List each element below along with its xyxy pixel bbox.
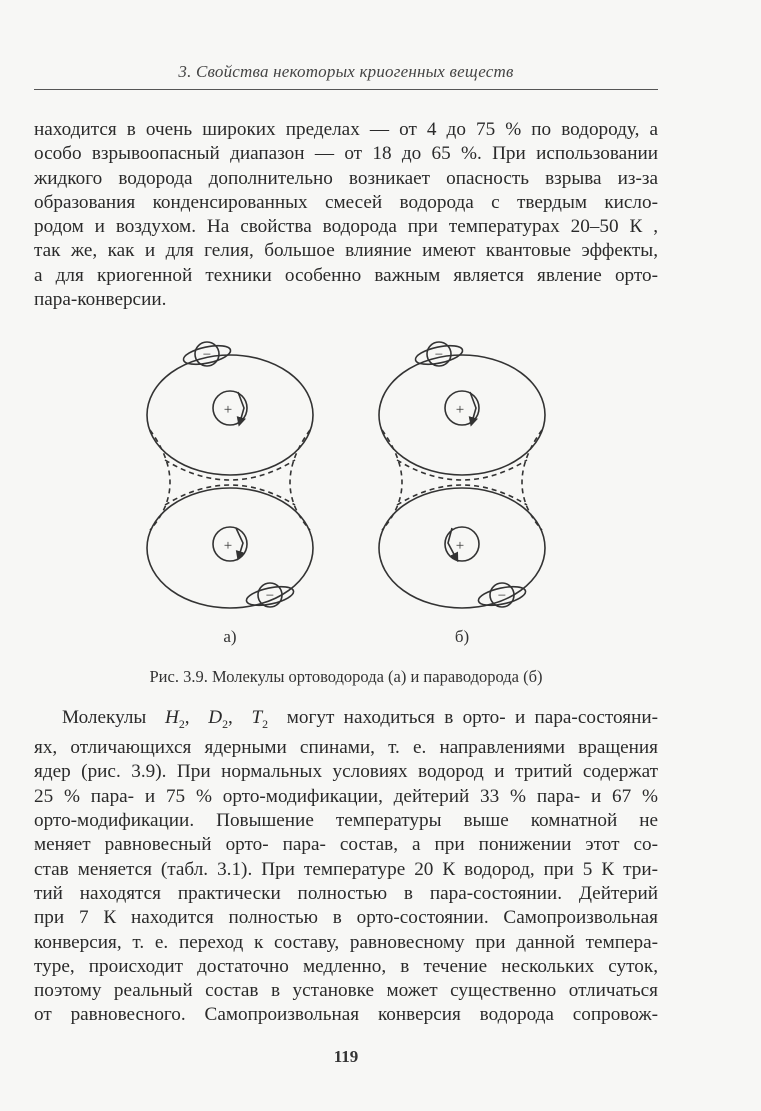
nucleus-plus-sign: + (455, 402, 465, 418)
electron-minus-sign: − (265, 588, 275, 604)
text-line: а для криогенной техники особенно важным является явление орто- (34, 264, 658, 286)
subscript: 2 (178, 716, 185, 731)
text-line: особо взрывоопасный диапазон — от 18 до 65 %. При использовании (34, 143, 658, 165)
page-number: 119 (333, 1047, 359, 1066)
running-head: 3. Свойства некоторых криогенных веществ (178, 62, 514, 81)
text-line: став меняется (табл. 3.1). При температуре 20 К водород, при 5 К три- (34, 858, 658, 880)
panel-b-molecule (379, 342, 545, 609)
electron-minus-sign: − (202, 347, 212, 363)
text-line: находится в очень широких пределах — от 4 до 75 % по водороду, а (34, 119, 658, 140)
text-line: конверсия, т. е. переход к составу, равновесному при данной темпера- (34, 931, 658, 953)
text-line: пара-конверсии. (34, 289, 167, 311)
subscript: 2 (222, 716, 229, 731)
molecule-t2: T (251, 707, 263, 728)
panel-b-label: б) (454, 627, 470, 646)
electron-minus-sign: − (434, 347, 444, 363)
text-line: ях, отличающихся ядерными спинами, т. е. направлениями вращения (34, 737, 658, 759)
nucleus-plus-sign: + (223, 538, 233, 554)
text-line: меняет равновесный орто- пара- состав, а при понижении этот со- (34, 834, 658, 856)
paragraph-2 (34, 706, 658, 1028)
text-line: образования конденсированных смесей водорода с твердым кисло- (34, 191, 658, 213)
text-line: 25 % пара- и 75 % орто-модификации, дейтерий 33 % пара- и 67 % (34, 785, 658, 807)
text-line: родом и воздухом. На свойства водорода при температурах 20–50 К , (34, 216, 658, 238)
nucleus-plus-sign: + (223, 402, 233, 418)
text-line-first: Молекулы $H_2$, $D_2$, $T_2$ могут находиться в орто- и пара-состояни- (62, 707, 659, 731)
panel-a-molecule (147, 342, 313, 609)
text-line: от равновесного. Самопроизвольная конверсия водорода сопровож- (34, 1004, 658, 1026)
overlap-top-dashed (165, 460, 295, 480)
figure-caption: Рис. 3.9. Молекулы ортоводорода (а) и параводорода (б) (149, 667, 543, 686)
subscript: 2 (262, 716, 269, 731)
text-line: поэтому реальный состав в установке может существенно отличаться (34, 980, 658, 1002)
text-fragment: Молекулы (62, 707, 147, 728)
electron-minus-sign: − (497, 588, 507, 604)
panel-a-label: а) (223, 627, 237, 646)
text-line: при 7 К находится полностью в орто-состоянии. Самопроизвольная (34, 907, 658, 929)
figure-3-9 (130, 330, 570, 660)
header-rule (34, 89, 658, 90)
paragraph-1 (34, 118, 658, 312)
text-line: жидкого водорода дополнительно возникает опасность взрыва из-за (34, 167, 658, 189)
text-fragment: могут находиться в орто- и пара-состояни- (286, 707, 659, 728)
overlap-top-dashed (397, 460, 527, 480)
molecule-diagram (130, 330, 570, 660)
text-line: тий находятся практически полностью в пара-состоянии. Дейтерий (34, 882, 658, 904)
molecule-d2: D (208, 707, 223, 728)
text-line: ядер (рис. 3.9). При нормальных условиях водород и тритий содержат (34, 761, 658, 783)
text-line: орто-модификации. Повышение температуры выше комнатной не (34, 810, 658, 832)
text-line: так же, как и для гелия, большое влияние имеют квантовые эффекты, (34, 240, 658, 262)
text-line: туре, происходит достаточно медленно, в течение нескольких суток, (34, 955, 658, 977)
molecule-h2: H (164, 707, 179, 728)
nucleus-plus-sign: + (455, 538, 465, 554)
